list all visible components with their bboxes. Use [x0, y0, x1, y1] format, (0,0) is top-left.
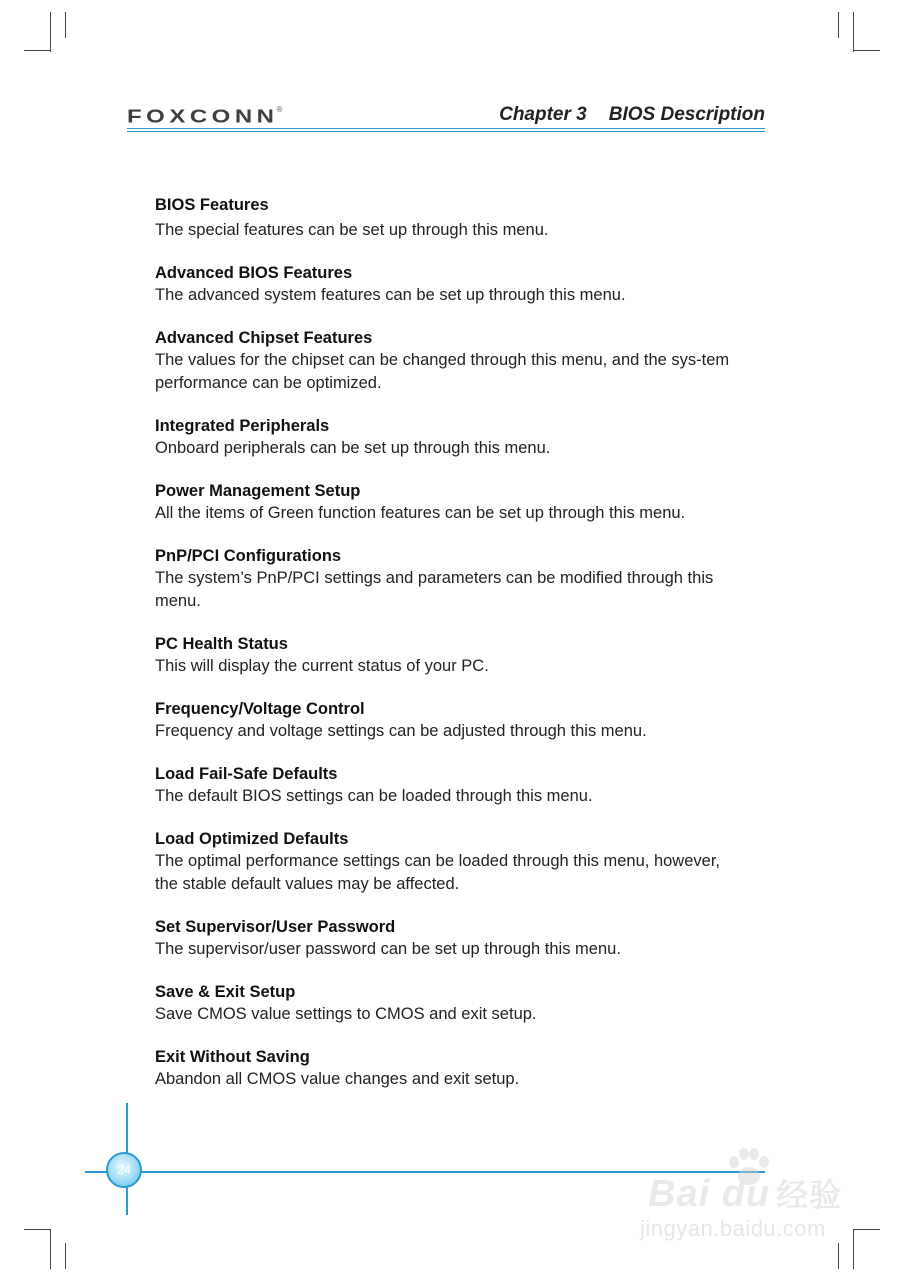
- page-number: 24: [116, 1162, 132, 1177]
- item-description: Abandon all CMOS value changes and exit setup.: [155, 1070, 520, 1088]
- chapter-title: BIOS Description: [608, 104, 765, 125]
- chapter-heading: [499, 104, 765, 126]
- item-title: Advanced BIOS Features: [155, 264, 353, 282]
- crop-mark: [24, 1229, 51, 1230]
- item-description: All the items of Green function features can be set up through this menu.: [155, 504, 686, 522]
- logo-text: FOXCONN: [127, 106, 279, 128]
- list-item: [155, 917, 775, 961]
- item-title: Exit Without Saving: [155, 1048, 310, 1066]
- registered-mark: ®: [276, 105, 283, 114]
- foxconn-logo: [127, 103, 282, 131]
- list-item: [155, 634, 775, 678]
- item-title: Load Fail-Safe Defaults: [155, 765, 338, 783]
- list-item: [155, 764, 775, 808]
- list-item: [155, 263, 775, 307]
- item-description: The system’s PnP/PCI settings and parameters can be modified through this menu.: [155, 569, 714, 610]
- item-title: Set Supervisor/User Password: [155, 918, 396, 936]
- item-title: Advanced Chipset Features: [155, 329, 373, 347]
- list-item: [155, 699, 775, 743]
- item-title: BIOS Features: [155, 196, 269, 214]
- menu-description-list: [155, 195, 775, 1112]
- watermark-url: jingyan.baidu.com: [640, 1216, 826, 1241]
- list-item: [155, 195, 775, 242]
- crop-mark: [65, 12, 66, 38]
- chapter-label: Chapter 3: [499, 104, 587, 125]
- item-description: The default BIOS settings can be loaded through this menu.: [155, 787, 593, 805]
- list-item: [155, 982, 775, 1026]
- item-description: Onboard peripherals can be set up through this menu.: [155, 439, 551, 457]
- item-description: Frequency and voltage settings can be adjusted through this menu.: [155, 722, 647, 740]
- header-rule: [127, 131, 765, 132]
- item-description: The values for the chipset can be changed through this menu, and the sys-tem performance can be optimized.: [155, 351, 730, 392]
- item-title: Load Optimized Defaults: [155, 830, 349, 848]
- item-description: The supervisor/user password can be set up through this menu.: [155, 940, 621, 958]
- item-description: This will display the current status of your PC.: [155, 657, 489, 675]
- item-title: PC Health Status: [155, 635, 288, 653]
- crop-mark: [50, 12, 51, 52]
- crop-mark: [24, 50, 51, 51]
- crop-mark: [838, 12, 839, 38]
- watermark-brand: [648, 1170, 842, 1216]
- item-title: PnP/PCI Configurations: [155, 547, 342, 565]
- page-number-badge: [106, 1152, 142, 1188]
- list-item: [155, 1047, 775, 1091]
- watermark-brand-text: Bai du: [648, 1173, 771, 1215]
- baidu-watermark: [640, 1160, 870, 1250]
- item-title: Power Management Setup: [155, 482, 361, 500]
- list-item: [155, 829, 775, 896]
- list-item: [155, 328, 775, 395]
- crop-mark: [853, 50, 880, 51]
- item-description: The advanced system features can be set up through this menu.: [155, 286, 626, 304]
- list-item: [155, 416, 775, 460]
- list-item: [155, 546, 775, 613]
- item-title: Integrated Peripherals: [155, 417, 330, 435]
- item-description: Save CMOS value settings to CMOS and exit setup.: [155, 1005, 537, 1023]
- header-rule: [127, 128, 765, 129]
- list-item: [155, 481, 775, 525]
- item-title: Frequency/Voltage Control: [155, 700, 365, 718]
- item-description: The optimal performance settings can be loaded through this menu, however, the stable default values may be affected.: [155, 852, 720, 893]
- crop-mark: [853, 12, 854, 52]
- watermark-brand-cn: 经验: [776, 1177, 843, 1213]
- crop-mark: [50, 1229, 51, 1269]
- crop-mark: [65, 1243, 66, 1269]
- item-title: Save & Exit Setup: [155, 983, 296, 1001]
- item-description: The special features can be set up through this menu.: [155, 221, 549, 239]
